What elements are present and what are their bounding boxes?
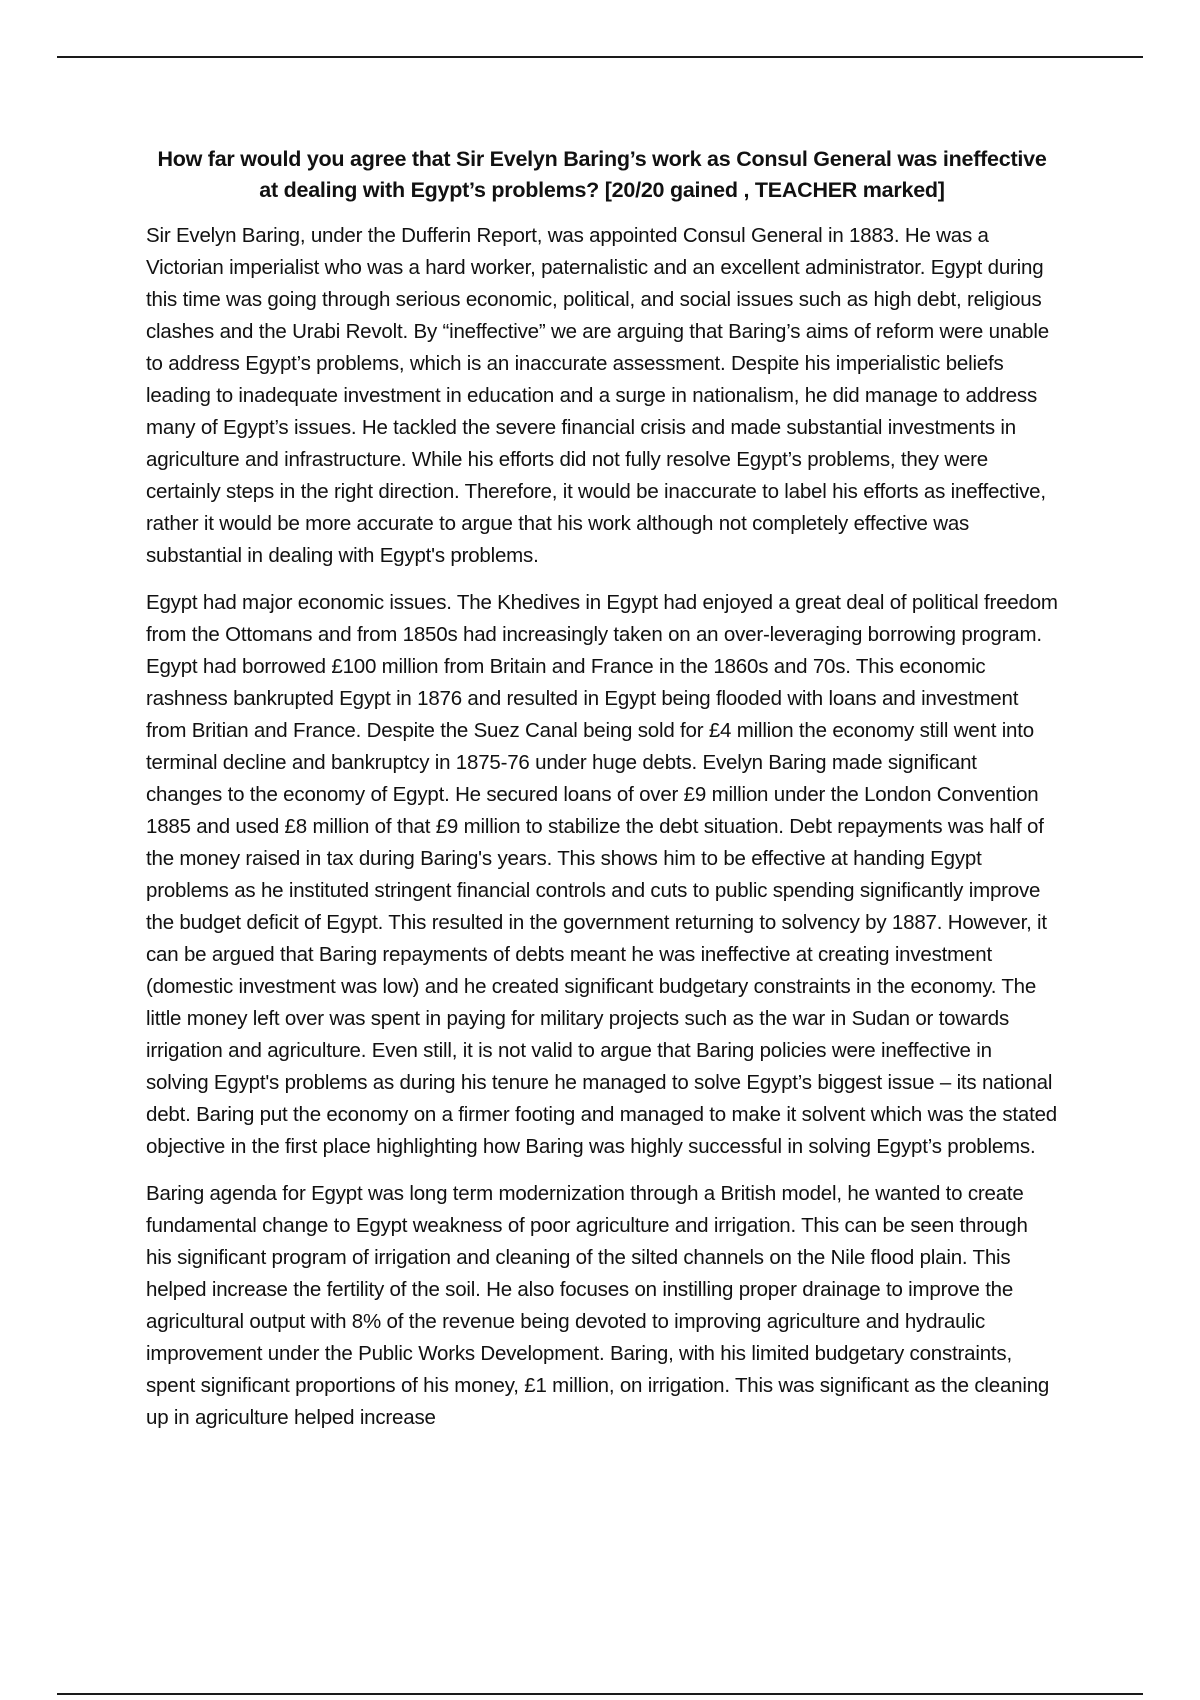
document-body xyxy=(146,144,1058,1449)
paragraph-economy: Egypt had major economic issues. The Khedives in Egypt had enjoyed a great deal of political freedom from the Ottomans and from 1850s had increasingly taken on an over-leveraging borrowing program. Egypt had borrowed £100 million from Britain and France in the 1860s and 70s. This economic rashness bankrupted Egypt in 1876 and resulted in Egypt being flooded with loans and investment from Britian and France. Despite the Suez Canal being sold for £4 million the economy still went into terminal decline and bankruptcy in 1875-76 under huge debts. Evelyn Baring made significant changes to the economy of Egypt. He secured loans of over £9 million under the London Convention 1885 and used £8 million of that £9 million to stabilize the debt situation. Debt repayments was half of the money raised in tax during Baring's years. This shows him to be effective at handing Egypt problems as he instituted stringent financial controls and cuts to public spending significantly improve the budget deficit of Egypt. This resulted in the government returning to solvency by 1887. However, it can be argued that Baring repayments of debts meant he was ineffective at creating investment (domestic investment was low) and he created significant budgetary constraints in the economy. The little money left over was spent in paying for military projects such as the war in Sudan or towards irrigation and agriculture. Even still, it is not valid to argue that Baring policies were ineffective in solving Egypt's problems as during his tenure he managed to solve Egypt’s biggest issue – its national debt. Baring put the economy on a firmer footing and managed to make it solvent which was the stated objective in the first place highlighting how Baring was highly successful in solving Egypt’s problems. xyxy=(146,591,1058,1158)
paragraph-introduction: Sir Evelyn Baring, under the Dufferin Report, was appointed Consul General in 1883. He was a Victorian imperialist who was a hard worker, paternalistic and an excellent administrator. Egypt during this time was going through serious economic, political, and social issues such as high debt, religious clashes and the Urabi Revolt. By “ineffective” we are arguing that Baring’s aims of reform were unable to address Egypt’s problems, which is an inaccurate assessment. Despite his imperialistic beliefs leading to inadequate investment in education and a surge in nationalism, he did manage to address many of Egypt’s issues. He tackled the severe financial crisis and made substantial investments in agriculture and infrastructure. While his efforts did not fully resolve Egypt’s problems, they were certainly steps in the right direction. Therefore, it would be inaccurate to label his efforts as ineffective, rather it would be more accurate to argue that his work although not completely effective was substantial in dealing with Egypt's problems. xyxy=(146,224,1049,567)
essay-title: How far would you agree that Sir Evelyn Baring’s work as Consul General was ineffective at dealing with Egypt’s problems? [20/20 gained , TEACHER marked] xyxy=(157,147,1047,202)
footer-rule xyxy=(57,1693,1143,1695)
paragraph-agriculture: Baring agenda for Egypt was long term modernization through a British model, he wanted to create fundamental change to Egypt weakness of poor agriculture and irrigation. This can be seen through his significant program of irrigation and cleaning of the silted channels on the Nile flood plain. This helped increase the fertility of the soil. He also focuses on instilling proper drainage to improve the agricultural output with 8% of the revenue being devoted to improving agriculture and hydraulic improvement under the Public Works Development. Baring, with his limited budgetary constraints, spent significant proportions of his money, £1 million, on irrigation. This was significant as the cleaning up in agriculture helped increase xyxy=(146,1182,1050,1429)
header-rule xyxy=(57,56,1143,58)
